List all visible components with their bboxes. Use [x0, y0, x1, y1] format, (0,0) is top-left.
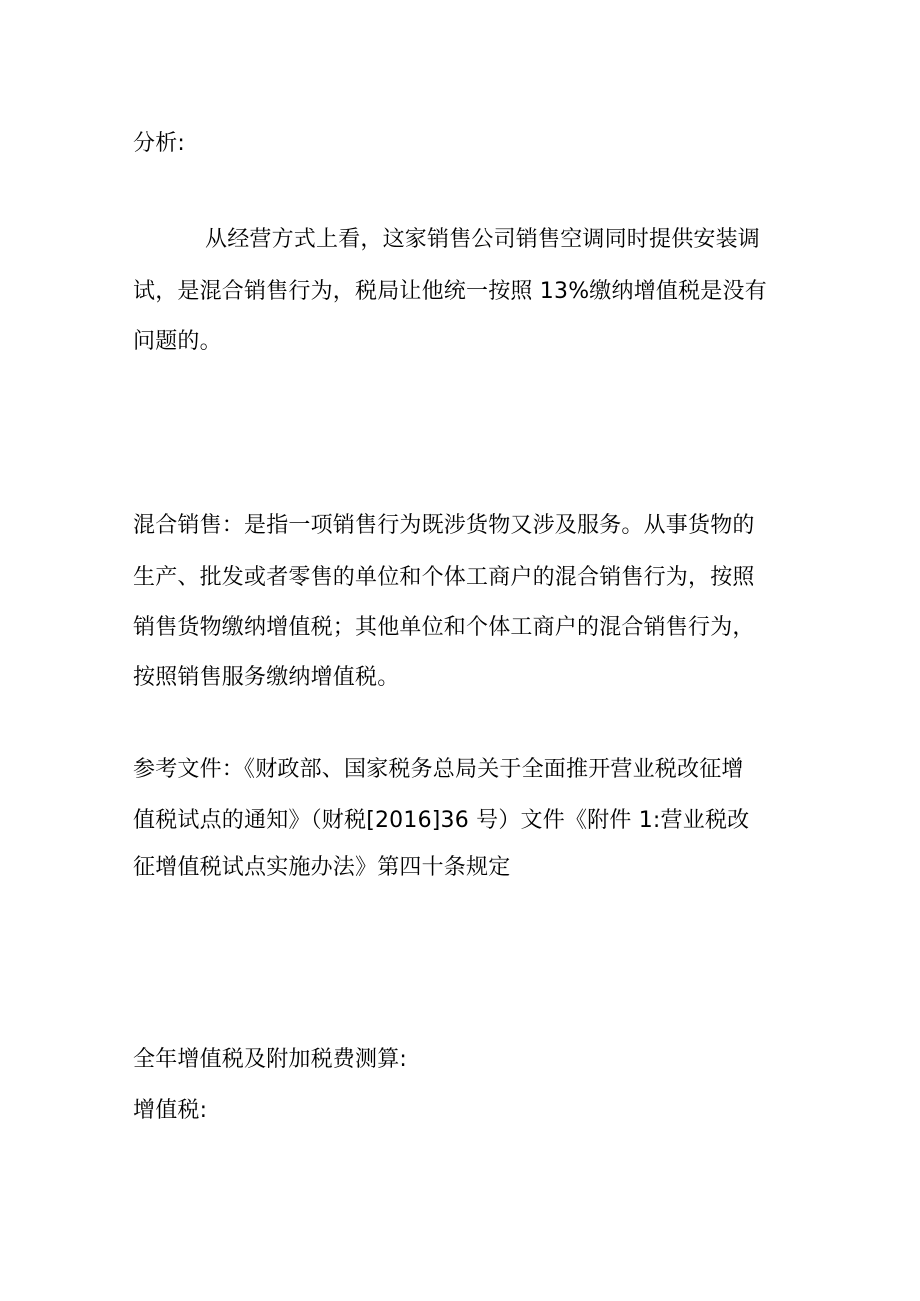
analysis-line-3: 问题的。 — [133, 329, 222, 354]
reference-line-3: 征增值税试点实施办法》第四十条规定 — [133, 855, 511, 880]
definition-line-3: 销售货物缴纳增值税；其他单位和个体工商户的混合销售行为， — [133, 615, 755, 640]
analysis-line-1: 从经营方式上看，这家销售公司销售空调同时提供安装调 — [205, 227, 761, 252]
analysis-line-2: 试，是混合销售行为，税局让他统一按照 13%缴纳增值税是没有 — [133, 279, 767, 304]
definition-line-4: 按照销售服务缴纳增值税。 — [133, 665, 400, 690]
definition-line-1: 混合销售：是指一项销售行为既涉货物又涉及服务。从事货物的 — [133, 513, 755, 538]
analysis-heading: 分析: — [133, 131, 186, 156]
reference-line-2: 值税试点的通知》（财税[2016]36 号）文件《附件 1:营业税改 — [133, 808, 750, 833]
definition-line-2: 生产、批发或者零售的单位和个体工商户的混合销售行为，按照 — [133, 565, 755, 590]
reference-line-1: 参考文件：《财政部、国家税务总局关于全面推开营业税改征增 — [133, 757, 744, 782]
vat-heading: 增值税: — [133, 1098, 208, 1123]
calculation-heading: 全年增值税及附加税费测算: — [133, 1047, 408, 1072]
